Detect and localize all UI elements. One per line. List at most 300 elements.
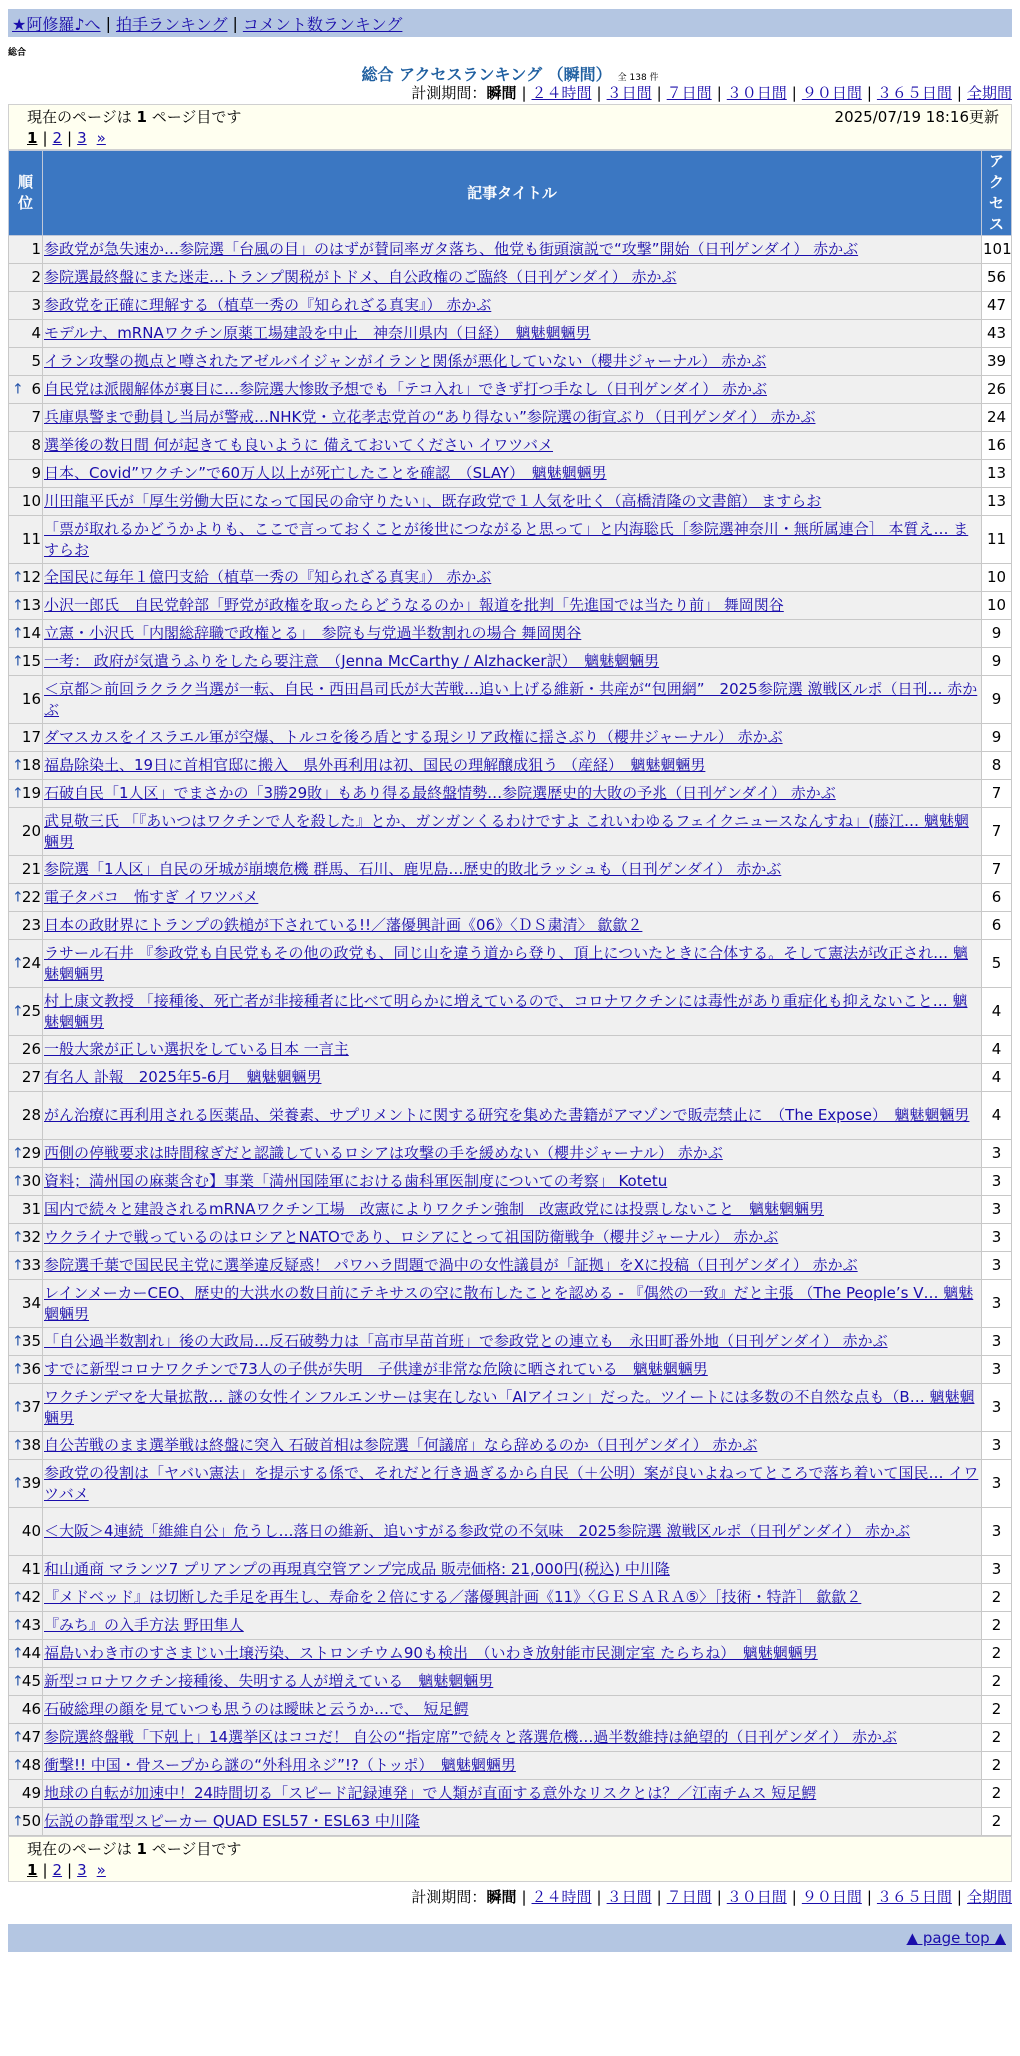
pager-links [27,1859,999,1881]
access-count: 4 [982,1036,1012,1064]
title-cell [43,1092,982,1140]
article-link[interactable]: 新型コロナワクチン接種後、失明する人が増えている 魑魅魍魎男 [44,1672,494,1690]
table-row [9,676,1012,724]
table-row [9,460,1012,488]
rank-cell [9,1584,43,1612]
table-row [9,1064,1012,1092]
article-link[interactable]: 立憲・小沢氏「内閣総辞職で政権とる」 参院も与党過半数割れの場合 舞岡関谷 [44,624,582,642]
rank-number: 49 [21,1784,41,1802]
table-row [9,1508,1012,1556]
rank-up-icon: ↑ [12,1813,24,1829]
article-link[interactable]: 地球の自転が加速中！24時間切る「スピード記録連発」で人類が直面する意外なリスクとは？／江南チムス 短足鰐 [44,1784,817,1802]
table-row [9,432,1012,460]
article-link[interactable]: ウクライナで戦っているのはロシアとNATOであり、ロシアにとって祖国防衛戦争（櫻井ジャーナル） 赤かぶ [44,1228,779,1246]
article-link[interactable]: 福島除染土、19日に首相官邸に搬入 県外再利用は初、国民の理解醸成狙う （産経） 魑魅魍魎男 [44,756,706,774]
page-status: 現在のページは 1 ページ目です [27,107,242,126]
access-count: 101 [982,236,1012,264]
pager-links [27,127,999,149]
rank-cell [9,592,43,620]
article-link[interactable]: 衝撃!! 中国・骨スープから謎の“外科用ネジ”!?（トッポ） 魑魅魍魎男 [44,1756,516,1774]
rank-number: 24 [21,954,41,972]
rank-number: 36 [21,1360,41,1378]
article-link[interactable]: 「票が取れるかどうかよりも、ここで言っておくことが後世につながると思って」と内海聡氏［参院選神奈川・無所属連合］ 本質え… ますらお [44,519,969,559]
rank-up-icon: ↑ [12,889,24,905]
article-link[interactable]: モデルナ、mRNAワクチン原薬工場建設を中止 神奈川県内（日経） 魑魅魍魎男 [44,324,591,342]
article-link[interactable]: 選挙後の数日間 何が起きても良いように 備えておいてください イワツバメ [44,436,554,454]
rank-cell [9,1224,43,1252]
table-row [9,1036,1012,1064]
table-row [9,1808,1012,1836]
rank-number: 5 [31,352,41,370]
article-link[interactable]: 石破総理の顔を見ていつも思うのは曖昧と云うか…で、 短足鰐 [44,1700,469,1718]
rank-number: 41 [21,1560,41,1578]
table-row [9,1168,1012,1196]
title-cell [43,1460,982,1508]
access-count: 3 [982,1252,1012,1280]
article-link[interactable]: 参院選「1人区」自民の牙城が崩壊危機 群馬、石川、鹿児島…歴史的敗北ラッシュも（日刊ゲンダイ） 赤かぶ [44,860,782,878]
access-count: 3 [982,1224,1012,1252]
title-cell [43,404,982,432]
table-row [9,236,1012,264]
article-link[interactable]: 村上康文教授 「接種後、死亡者が非接種者に比べて明らかに増えているので、コロナワクチンには毒性があり重症化も抑えないこと… 魑魅魍魎男 [44,991,968,1031]
rank-cell [9,292,43,320]
article-link[interactable]: 全国民に毎年１億円支給（植草一秀の『知られざる真実』） 赤かぶ [44,568,492,586]
separator: | [791,84,797,102]
rank-cell [9,620,43,648]
rank-cell [9,1140,43,1168]
title-cell [43,460,982,488]
rank-cell [9,1724,43,1752]
separator: | [956,84,962,102]
title-cell [43,940,982,988]
access-count: 26 [982,376,1012,404]
rank-number: 45 [21,1672,41,1690]
rank-cell [9,1356,43,1384]
rank-number: 34 [21,1294,41,1312]
title-cell [43,1780,982,1808]
rank-cell [9,724,43,752]
table-row [9,1780,1012,1808]
rank-up-icon: ↑ [12,1145,24,1161]
rank-cell [9,264,43,292]
article-link[interactable]: 武見敬三氏 「『あいつはワクチンで人を殺した』とか、ガンガンくるわけですよ これいわゆるフェイクニュースなんすね」(藤江… 魑魅魍魎男 [44,811,969,851]
next-page-link[interactable]: » [96,1861,106,1879]
rank-cell [9,988,43,1036]
rank-up-icon: ↑ [12,1617,24,1633]
title-cell [43,432,982,460]
period-label: 計測期間： [411,1888,487,1906]
table-row [9,1224,1012,1252]
separator: | [716,1888,722,1906]
period-link[interactable]: 全期間 [966,84,1012,102]
access-count: 7 [982,808,1012,856]
period-link[interactable]: ２４時間 [531,1888,592,1906]
title-cell [43,1252,982,1280]
period-link[interactable]: ３６５日間 [876,1888,952,1906]
separator: | [232,13,238,33]
title-cell [43,912,982,940]
period-link[interactable]: ３日間 [606,1888,652,1906]
table-row [9,1384,1012,1432]
rank-number: 15 [21,652,41,670]
table-row [9,488,1012,516]
title-cell [43,988,982,1036]
access-count: 13 [982,488,1012,516]
table-row [9,724,1012,752]
access-count: 2 [982,1780,1012,1808]
access-count: 3 [982,1168,1012,1196]
title-cell [43,488,982,516]
title-cell [43,1808,982,1836]
article-link[interactable]: 日本、Covid”ワクチン”で60万人以上が死亡したことを確認 （SLAY） 魑魅魍魎男 [44,464,607,482]
separator: | [656,84,662,102]
title-cell [43,264,982,292]
rank-number: 40 [21,1522,41,1540]
table-row [9,620,1012,648]
access-count: 24 [982,404,1012,432]
rank-cell [9,516,43,564]
rank-number: 1 [31,240,41,258]
article-link[interactable]: 参院選千葉で国民民主党に選挙違反疑惑！ パワハラ問題で渦中の女性議員が「証拠」をXに投稿（日刊ゲンダイ） 赤かぶ [44,1256,858,1274]
title-cell [43,752,982,780]
access-count: 3 [982,1508,1012,1556]
table-row [9,516,1012,564]
rank-number: 14 [21,624,41,642]
page-link[interactable]: 2 [52,1861,63,1879]
access-count: 6 [982,912,1012,940]
rank-cell [9,564,43,592]
title-cell [43,1556,982,1584]
article-link[interactable]: 福島いわき市のすさまじい土壌汚染、ストロンチウム90も検出 （いわき放射能市民測定室 たらちね） 魑魅魍魎男 [44,1644,818,1662]
rank-up-icon: ↑ [12,1729,24,1745]
access-count: 2 [982,1724,1012,1752]
rank-up-icon: ↑ [12,1757,24,1773]
access-count: 13 [982,460,1012,488]
rank-up-icon: ↑ [12,597,24,613]
table-row [9,264,1012,292]
table-row [9,1328,1012,1356]
article-link[interactable]: 参院選最終盤にまた迷走…トランプ関税がトドメ、自公政権のご臨終（日刊ゲンダイ） 赤かぶ [44,268,677,286]
period-current: 瞬間 [486,84,517,102]
title-cell [43,884,982,912]
separator: | [716,84,722,102]
rank-number: 23 [21,916,41,934]
rank-number: 13 [21,596,41,614]
rank-cell [9,1384,43,1432]
article-link[interactable]: ラサール石井 『参政党も自民党もその他の政党も、同じ山を違う道から登り、頂上についたときに合体する。そして憲法が改正され… 魑魅魍魎男 [44,943,968,983]
table-row [9,1140,1012,1168]
rank-up-icon: ↑ [12,785,24,801]
table-row [9,856,1012,884]
title-cell [43,320,982,348]
home-link[interactable]: ★阿修羅♪へ [12,14,101,34]
title-cell [43,1064,982,1092]
rank-number: 30 [21,1172,41,1190]
table-row [9,988,1012,1036]
title-cell [43,236,982,264]
period-current: 瞬間 [486,1888,517,1906]
title-cell [43,564,982,592]
rank-number: 16 [21,690,41,708]
access-count: 4 [982,1092,1012,1140]
rank-number: 35 [21,1332,41,1350]
article-link[interactable]: 資料；満州国の麻薬含む】事業「満州国陸軍における歯科軍医制度についての考察」 Kotetu [44,1172,668,1190]
access-count: 16 [982,432,1012,460]
top-nav-bar [8,9,1012,37]
pager-top [8,104,1012,150]
rank-up-icon: ↑ [12,1257,24,1273]
table-row [9,1584,1012,1612]
current-page: 1 [27,129,38,147]
access-count: 3 [982,1460,1012,1508]
page-top-link[interactable]: ▲ page top ▲ [906,1929,1006,1947]
access-count: 9 [982,724,1012,752]
article-link[interactable]: ワクチンデマを大量拡散… 謎の女性インフルエンサーは実在しない「AIアイコン」だった。ツイートには多数の不自然な点も（B… 魑魅魍魎男 [44,1387,975,1427]
rank-number: 6 [31,380,41,398]
rank-cell [9,1252,43,1280]
article-link[interactable]: 参政党の役割は「ヤバい憲法」を提示する係で、それだと行き過ぎるから自民（＋公明）案が良いよねってところで落ち着いて国民… イワツバメ [44,1463,979,1503]
access-count: 56 [982,264,1012,292]
page-link[interactable]: 3 [77,1861,87,1879]
table-row [9,1280,1012,1328]
rank-up-icon: ↑ [12,1399,24,1415]
rank-number: 39 [21,1474,41,1492]
access-count: 2 [982,1696,1012,1724]
table-row [9,912,1012,940]
rank-number: 7 [31,408,41,426]
access-count: 11 [982,516,1012,564]
table-row [9,648,1012,676]
separator: | [866,1888,872,1906]
access-count: 6 [982,884,1012,912]
article-link[interactable]: イラン攻撃の拠点と噂されたアゼルバイジャンがイランと関係が悪化していない（櫻井ジャーナル） 赤かぶ [44,352,767,370]
access-count: 7 [982,856,1012,884]
rank-up-icon: ↑ [12,955,24,971]
period-link[interactable]: ９０日間 [801,84,862,102]
table-row [9,1696,1012,1724]
table-row [9,1752,1012,1780]
period-link[interactable]: ３０日間 [726,1888,787,1906]
rank-number: 19 [21,784,41,802]
table-row [9,1460,1012,1508]
article-link[interactable]: 兵庫県警まで動員し当局が警戒…NHK党・立花孝志党首の“あり得ない”参院選の街宣ぶり（日刊ゲンダイ） 赤かぶ [44,408,816,426]
rank-cell [9,856,43,884]
title-cell [43,516,982,564]
article-link[interactable]: 参政党が急失速か…参院選「台風の目」のはずが賛同率ガタ落ち、他党も街頭演説で“攻撃”開始（日刊ゲンダイ） 赤かぶ [44,240,859,258]
access-count: 2 [982,1612,1012,1640]
table-row [9,1612,1012,1640]
article-link[interactable]: 参院選終盤戦「下剋上」14選挙区はココだ！ 自公の“指定席”で続々と落選危機…過半数維持は絶望的（日刊ゲンダイ） 赤かぶ [44,1728,897,1746]
period-link[interactable]: 全期間 [966,1888,1012,1906]
period-link[interactable]: ３日間 [606,84,652,102]
title-cell [43,1384,982,1432]
page-link[interactable]: 3 [77,129,87,147]
rank-cell [9,1064,43,1092]
article-link[interactable]: 「自公過半数割れ」後の大政局…反石破勢力は「高市早苗首班」で参政党との連立も 永田町番外地（日刊ゲンダイ） 赤かぶ [44,1332,888,1350]
period-link[interactable]: ２４時間 [531,84,592,102]
access-count: 10 [982,592,1012,620]
article-link[interactable]: ダマスカスをイスラエル軍が空爆、トルコを後ろ盾とする現シリア政権に揺さぶり（櫻井ジャーナル） 赤かぶ [44,728,783,746]
rank-number: 33 [21,1256,41,1274]
article-link[interactable]: 日本の政財界にトランプの鉄槌が下されている!!／藩優興計画《06》〈ＤＳ粛清〉 歙歙２ [44,916,643,934]
rank-number: 38 [21,1436,41,1454]
access-count: 7 [982,780,1012,808]
article-link[interactable]: 和山通商 マランツ7 プリアンプの再現真空管アンプ完成品 販売価格: 21,000円(税込) 中川隆 [44,1560,670,1578]
rank-up-icon: ↑ [12,1003,24,1019]
clap-ranking-link[interactable]: 拍手ランキング [115,14,228,34]
article-link[interactable]: 電子タバコ 怖すぎ イワツバメ [44,888,259,906]
table-row [9,752,1012,780]
rank-cell [9,884,43,912]
table-row [9,1196,1012,1224]
rank-number: 44 [21,1644,41,1662]
separator: | [656,1888,662,1906]
title-cell [43,1508,982,1556]
table-row [9,884,1012,912]
article-link[interactable]: 参政党を正確に理解する（植草一秀の『知られざる真実』） 赤かぶ [44,296,492,314]
table-row [9,592,1012,620]
comment-ranking-link[interactable]: コメント数ランキング [242,14,403,34]
title-cell [43,620,982,648]
period-link[interactable]: ７日間 [666,1888,712,1906]
rank-cell [9,404,43,432]
rank-number: 8 [31,436,41,454]
rank-cell [9,912,43,940]
rank-up-icon: ↑ [12,1437,24,1453]
article-link[interactable]: 伝説の静電型スピーカー QUAD ESL57・ESL63 中川隆 [44,1812,420,1830]
rank-up-icon: ↑ [12,381,24,397]
table-row [9,780,1012,808]
article-link[interactable]: ＜大阪＞4連続「維維自公」危うし…落日の維新、追いすがる参政党の不気味 2025参院選 激戦区ルポ（日刊ゲンダイ） 赤かぶ [44,1522,911,1540]
rank-up-icon: ↑ [12,1173,24,1189]
access-count: 9 [982,676,1012,724]
title-cell [43,1036,982,1064]
article-link[interactable]: 石破自民「1人区」でまさかの「3勝29敗」もあり得る最終盤情勢…参院選歴史的大敗の予兆（日刊ゲンダイ） 赤かぶ [44,784,836,802]
rank-number: 43 [21,1616,41,1634]
article-link[interactable]: がん治療に再利用される医薬品、栄養素、サプリメントに関する研究を集めた書籍がアマゾンで販売禁止に （The Expose） 魑魅魍魎男 [44,1106,970,1124]
rank-number: 28 [21,1106,41,1124]
current-page: 1 [27,1861,38,1879]
access-count: 2 [982,1640,1012,1668]
title-cell [43,1196,982,1224]
title-cell [43,1168,982,1196]
table-row [9,564,1012,592]
rank-number: 27 [21,1068,41,1086]
period-link[interactable]: ９０日間 [801,1888,862,1906]
article-link[interactable]: 『みち』の入手方法 野田隼人 [44,1616,244,1634]
rank-cell [9,1640,43,1668]
rank-cell [9,1508,43,1556]
article-link[interactable]: 有名人 訃報 2025年5-6月 魑魅魍魎男 [44,1068,322,1086]
access-count: 47 [982,292,1012,320]
article-link[interactable]: すでに新型コロナワクチンで73人の子供が失明 子供達が非常な危険に晒されている 魑魅魍魎男 [44,1360,708,1378]
article-link[interactable]: ＜京都＞前回ラクラク当選が一転、自民・西田昌司氏が大苦戦…追い上げる維新・共産が“包囲網” 2025参院選 激戦区ルポ（日刊… 赤かぶ [44,679,978,719]
title-cell [43,1752,982,1780]
access-count: 3 [982,1328,1012,1356]
article-link[interactable]: 小沢一郎氏 自民党幹部「野党が政権を取ったらどうなるのか」報道を批判「先進国では当たり前」 舞岡関谷 [44,596,784,614]
article-link[interactable]: 自公苦戦のまま選挙戦は終盤に突入 石破首相は参院選「何議席」なら辞めるのか（日刊ゲンダイ） 赤かぶ [44,1436,758,1454]
pager-bottom [8,1836,1012,1882]
rank-up-icon: ↑ [12,569,24,585]
next-page-link[interactable]: » [96,129,106,147]
table-row [9,1668,1012,1696]
rank-number: 50 [21,1812,41,1830]
rank-up-icon: ↑ [12,1645,24,1661]
separator: | [521,84,527,102]
title-cell [43,1724,982,1752]
rank-cell [9,236,43,264]
access-count: 43 [982,320,1012,348]
rank-number: 3 [31,296,41,314]
rank-number: 10 [21,492,41,510]
separator: | [67,129,73,147]
article-link[interactable]: レインメーカーCEO、歴史的大洪水の数日前にテキサスの空に散布したことを認める - 『偶然の一致』だと主張 （The People’s V… 魑魅魍魎男 [44,1283,974,1323]
rank-cell [9,432,43,460]
table-row [9,404,1012,432]
title-cell [43,780,982,808]
period-link[interactable]: ３６５日間 [876,84,952,102]
period-link[interactable]: ３０日間 [726,84,787,102]
article-link[interactable]: 一般大衆が正しい選択をしている日本 一言主 [44,1040,349,1058]
table-row [9,348,1012,376]
rank-up-icon: ↑ [12,1673,24,1689]
access-count: 5 [982,940,1012,988]
rank-cell [9,1780,43,1808]
rank-cell [9,1036,43,1064]
rank-number: 17 [21,728,41,746]
article-link[interactable]: 自民党は派閥解体が裏目に…参院選大惨敗予想でも「テコ入れ」できず打つ手なし（日刊ゲンダイ） 赤かぶ [44,380,767,398]
rank-number: 20 [21,822,41,840]
access-count: 2 [982,1808,1012,1836]
access-count: 2 [982,1584,1012,1612]
access-count: 9 [982,620,1012,648]
period-label: 計測期間： [411,84,487,102]
access-count: 10 [982,564,1012,592]
rank-cell [9,940,43,988]
separator: | [105,13,111,33]
rank-cell [9,1808,43,1836]
access-count: 3 [982,1140,1012,1168]
access-count: 3 [982,1432,1012,1460]
separator: | [596,1888,602,1906]
title-cell [43,1668,982,1696]
article-link[interactable]: 一考： 政府が気遣うふりをしたら要注意 （Jenna McCarthy / Alzhacker訳） 魑魅魍魎男 [44,652,660,670]
page-title [0,62,1020,82]
article-link[interactable]: 『メドベッド』は切断した手足を再生し、寿命を２倍にする／藩優興計画《11》〈ＧＥＳＡＲＡ⑤〉［技術・特許］ 歙歙２ [44,1588,862,1606]
rank-up-icon: ↑ [12,1589,24,1605]
separator: | [596,84,602,102]
rank-number: 22 [21,888,41,906]
title-cell [43,1224,982,1252]
period-link[interactable]: ７日間 [666,84,712,102]
rank-cell [9,460,43,488]
article-link[interactable]: 国内で続々と建設されるmRNAワクチン工場 改憲によりワクチン強制 改憲政党には投票しないこと 魑魅魍魎男 [44,1200,825,1218]
article-link[interactable]: 西側の停戦要求は時間稼ぎだと認識しているロシアは攻撃の手を緩めない（櫻井ジャーナル） 赤かぶ [44,1144,723,1162]
rank-cell [9,488,43,516]
rank-cell [9,1280,43,1328]
access-count: 2 [982,1668,1012,1696]
rank-up-icon: ↑ [12,653,24,669]
page-link[interactable]: 2 [52,129,63,147]
rank-cell [9,1168,43,1196]
period-selector [0,1886,1012,1908]
title-cell [43,648,982,676]
rank-number: 9 [31,464,41,482]
article-link[interactable]: 川田龍平氏が「厚生労働大臣になって国民の命守りたい」、既存政党で１人気を吐く（高橋清隆の文書館） ますらお [44,492,822,510]
title-cell [43,1696,982,1724]
rank-cell [9,1752,43,1780]
table-row [9,808,1012,856]
